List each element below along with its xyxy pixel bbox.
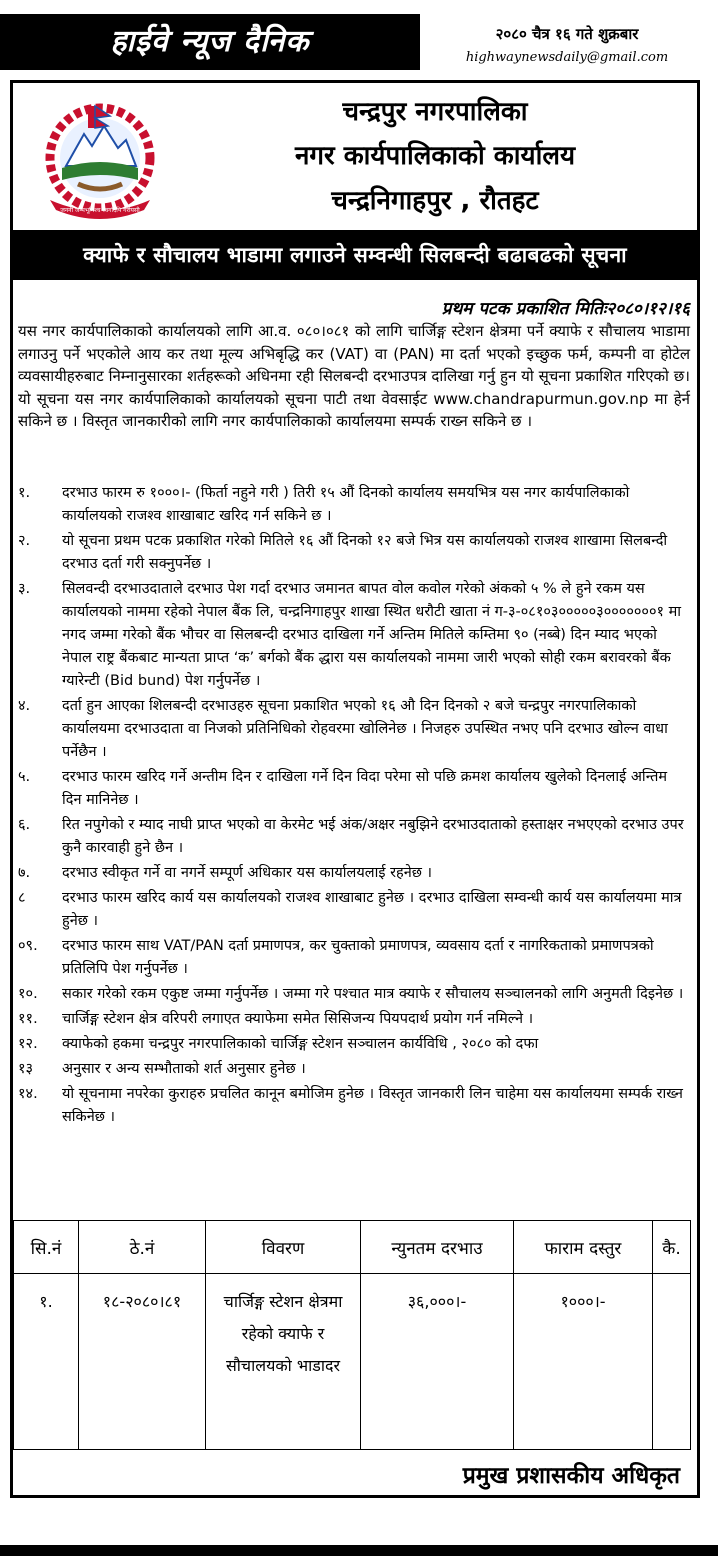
column-header: फाराम दस्तुर bbox=[514, 1221, 653, 1274]
column-header: न्युनतम दरभाउ bbox=[361, 1221, 514, 1274]
clause-text: सिलवन्दी दरभाउदाताले दरभाउ पेश गर्दा दरभाउ जमानत बापत वोल कवोल गरेको अंकको ५ % ले हुने रकम यस कार्यालयको नाममा रहेको नेपाल बैंक लि, चन्द्रनिगाहपुर शाखा स्थित धरौटी खाता नं ग-३-०८१०३०००००३०००००००१ मा नगद जम्मा गरेको बैंक भौचर वा सिलबन्दी दरभाउ दाखिला गर्ने अन्तिम मितिले कम्तिमा ९० (नब्बे) दिन म्याद भएको नेपाल राष्ट्र बैंकबाट मान्यता प्राप्त ‘क’ बर्गको बैंक द्धारा यस कार्यालयको नाममा जारी भएको सोही रकम बरावरको बैंक ग्यारेन्टी (Bid bund) पेश गर्नुपर्नेछ । bbox=[62, 581, 682, 689]
nepal-emblem-icon bbox=[26, 96, 174, 224]
list-item bbox=[18, 578, 690, 693]
list-item bbox=[18, 862, 690, 885]
clause-number: ६. bbox=[18, 817, 31, 833]
list-item bbox=[18, 983, 690, 1006]
clause-number: ०९. bbox=[18, 938, 38, 954]
table-cell: चार्जिङ्ग स्टेशन क्षेत्रमा रहेको क्याफे र सौचालयको भाडादर bbox=[206, 1274, 361, 1450]
footer-rule bbox=[0, 1545, 718, 1556]
office-location: चन्द्रनिगाहपुर , रौतहट bbox=[331, 186, 539, 216]
masthead bbox=[0, 0, 718, 75]
list-item bbox=[18, 1058, 690, 1081]
table-cell: ३६,०००।- bbox=[361, 1274, 514, 1450]
clause-text: अनुसार र अन्य सम्भौताको शर्त अनुसार हुनेछ । bbox=[62, 1061, 306, 1077]
bid-table bbox=[13, 1220, 691, 1450]
list-item bbox=[18, 482, 690, 528]
clause-text: दरभाउ स्वीकृत गर्ने वा नगर्ने सम्पूर्ण अधिकार यस कार्यालयलाई रहनेछ । bbox=[62, 865, 433, 881]
clause-text: रित नपुगेको र म्याद नाघी प्राप्त भएको वा केरमेट भई अंक/अक्षर नबुझिने दरभाउदाताको हस्ताक्षर नभएएको दरभाउ उपर कुनै कारवाही हुने छैन । bbox=[62, 817, 684, 856]
column-header: कै. bbox=[653, 1221, 691, 1274]
list-item bbox=[18, 935, 690, 981]
list-item bbox=[18, 1083, 690, 1129]
column-header: विवरण bbox=[206, 1221, 361, 1274]
table-cell bbox=[653, 1274, 691, 1450]
clause-number: १०. bbox=[18, 986, 38, 1002]
clause-number: १२. bbox=[18, 1036, 38, 1052]
publication-date: प्रथम पटक प्रकाशित मितिः२०८०।१२।१६ bbox=[441, 299, 690, 319]
clause-number: ८ bbox=[18, 890, 26, 906]
list-item bbox=[18, 766, 690, 812]
clause-number: ३. bbox=[18, 581, 31, 597]
list-item bbox=[18, 530, 690, 576]
list-item bbox=[18, 814, 690, 860]
clause-text: चार्जिङ्ग स्टेशन क्षेत्र वरिपरी लगाएत क्याफेमा समेत सिसिजन्य पियपदार्थ प्रयोग गर्न नमिल्ने । bbox=[62, 1011, 534, 1027]
notice-intro: यस नगर कार्यपालिकाको कार्यालयको लागि आ.व. ०८०।०८१ को लागि चार्जिङ्ग स्टेशन क्षेत्रमा पर्ने क्याफे र सौचालय भाडामा लगाउनु पर्ने भएकोले आय कर तथा मूल्य अभिबृद्धि कर (VAT) वा (PAN) मा दर्ता भएको इच्छुक फर्म, कम्पनी वा होटेल व्यवसायीहरुबाट निम्नानुसारका शर्तहरूको अधिनमा रही सिलबन्दी दरभाउपत्र दालिखा गर्नु हुन यो सूचना प्रकाशित गरिएको छ। यो सूचना यस नगर कार्यपालिकाको कार्यालयको सूचना पाटी तथा वेवसाईट www.chandrapurmun.gov.np मा हेर्न सकिने छ । विस्तृत जानकारीको लागि नगर कार्यपालिकाको कार्यालयमा सम्पर्क राख्न सकिने छ । bbox=[18, 322, 690, 430]
clause-text: क्याफेको हकमा चन्द्रपुर नगरपालिकाको चार्जिङ्ग स्टेशन सञ्चालन कार्यविधि , २०८० को दफा bbox=[62, 1036, 539, 1052]
column-header: सि.नं bbox=[14, 1221, 79, 1274]
clause-text: सकार गरेको रकम एकुष्ट जम्मा गर्नुपर्नेछ । जम्मा गरे पश्चात मात्र क्याफे र सौचालय सञ्चालनको लागि अनुमती दिइनेछ । bbox=[62, 986, 684, 1002]
clause-number: ११. bbox=[18, 1011, 38, 1027]
office-unit: नगर कार्यपालिकाको कार्यालय bbox=[294, 141, 576, 171]
list-item bbox=[18, 1033, 690, 1056]
office-name: चन्द्रपुर नगरपालिका bbox=[342, 97, 528, 127]
newspaper-email: highwaynewsdaily@gmail.com bbox=[465, 50, 669, 65]
clause-text: दर्ता हुन आएका शिलबन्दी दरभाउहरु सूचना प्रकाशित भएको १६ औ दिन दिनको २ बजे चन्द्रपुर नगरपालिकाको कार्यालयमा दरभाउदाता वा निजको प्रतिनिधिको रोहवरमा खोलिनेछ । निजहरु उपस्थित नभए पनि दरभाउ खोल्न वाधा पर्नेछैन । bbox=[62, 698, 668, 760]
table-header-row bbox=[14, 1221, 691, 1274]
clause-number: २. bbox=[18, 533, 31, 549]
clause-text: दरभाउ फारम रु १०००।- (फिर्ता नहुने गरी ) तिरी १५ औं दिनको कार्यालय समयभित्र यस नगर कार्यपालिकाको कार्यालयको राजश्व शाखाबाट खरिद गर्न सकिने छ । bbox=[62, 485, 630, 524]
notice-title: क्याफे र सौचालय भाडामा लगाउने सम्वन्धी सिलबन्दी बढाबढको सूचना bbox=[83, 243, 627, 267]
clause-text: यो सूचनामा नपरेका कुराहरु प्रचलित कानून बमोजिम हुनेछ । विस्तृत जानकारी लिन चाहेमा यस कार्यालयमा सम्पर्क राख्न सकिनेछ । bbox=[62, 1086, 683, 1125]
table-cell: १८-२०८०।८१ bbox=[79, 1274, 206, 1450]
clause-text: यो सूचना प्रथम पटक प्रकाशित गरेको मितिले १६ औं दिनको १२ बजे भित्र यस कार्यालयको राजश्व शाखामा सिलबन्दी दरभाउ दर्ता गरी सक्नुपर्नेछ । bbox=[62, 533, 668, 572]
list-item bbox=[18, 887, 690, 933]
conditions-list bbox=[18, 482, 690, 1131]
issue-date: २०८० चैत्र १६ गते शुक्रबार bbox=[495, 25, 639, 43]
table-cell: १. bbox=[14, 1274, 79, 1450]
clause-number: ५. bbox=[18, 769, 31, 785]
clause-number: १३ bbox=[18, 1061, 34, 1077]
emblem-caption: जननी जन्मभूमिश्च स्वर्गादपि गरीयसी bbox=[60, 207, 140, 214]
clause-number: ७. bbox=[18, 865, 31, 881]
table-row bbox=[14, 1274, 691, 1450]
clause-text: दरभाउ फारम खरिद गर्ने अन्तीम दिन र दाखिला गर्ने दिन विदा परेमा सो पछि क्रमश कार्यालय खुलेको दिनलाई अन्तिम दिन मानिनेछ । bbox=[62, 769, 668, 808]
signatory-title: प्रमुख प्रशासकीय अधिकृत bbox=[462, 1463, 680, 1489]
column-header: ठे.नं bbox=[79, 1221, 206, 1274]
clause-number: १४. bbox=[18, 1086, 38, 1102]
clause-number: ४. bbox=[18, 698, 31, 714]
clause-number: १. bbox=[18, 485, 31, 501]
list-item bbox=[18, 695, 690, 764]
list-item bbox=[18, 1008, 690, 1031]
clause-text: दरभाउ फारम साथ VAT/PAN दर्ता प्रमाणपत्र, कर चुक्ताको प्रमाणपत्र, व्यवसाय दर्ता र नागरिकताको प्रमाणपत्रको प्रतिलिपि पेश गर्नुपर्नेछ । bbox=[62, 938, 654, 977]
clause-text: दरभाउ फारम खरिद कार्य यस कार्यालयको राजश्व शाखाबाट हुनेछ । दरभाउ दाखिला सम्वन्धी कार्य यस कार्यालयमा मात्र हुनेछ । bbox=[62, 890, 682, 929]
newspaper-title: हाईवे न्यूज दैनिक bbox=[110, 24, 310, 59]
table-cell: १०००।- bbox=[514, 1274, 653, 1450]
